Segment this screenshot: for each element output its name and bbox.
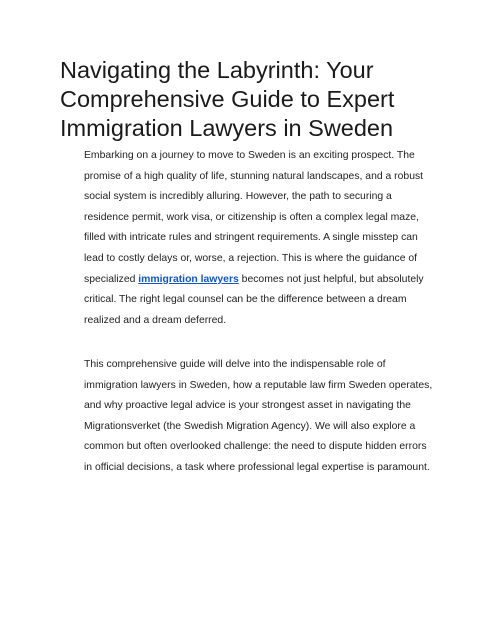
text-line: Embarking on a journey to move to Sweden is an exciting prospect. The — [84, 150, 415, 161]
text-line: and why proactive legal advice is your strongest asset in navigating the — [84, 400, 411, 412]
text-line-with-link — [84, 270, 424, 291]
intro-paragraph — [84, 146, 424, 331]
guide-overview-paragraph — [84, 355, 433, 479]
text-line: promise of a high quality of life, stunning natural landscapes, and a robust — [84, 170, 424, 182]
text-line: This comprehensive guide will delve into the indispensable role of — [84, 359, 386, 370]
document-title — [60, 56, 460, 143]
title-line: Immigration Lawyers in Sweden — [60, 115, 394, 141]
text-line: social system is incredibly alluring. However, the path to securing a — [84, 191, 392, 203]
link-suffix-text: becomes not just helpful, but absolutely — [238, 273, 424, 285]
text-line: residence permit, work visa, or citizenship is often a complex legal maze, — [84, 211, 419, 223]
title-line: Comprehensive Guide to Expert — [60, 86, 395, 112]
text-line: immigration lawyers in Sweden, how a reputable law firm Sweden operates, — [84, 379, 433, 391]
text-line: Migrationsverket (the Swedish Migration Agency). We will also explore a — [84, 420, 416, 432]
text-line: common but often overlooked challenge: the need to dispute hidden errors — [84, 441, 427, 453]
link-prefix-text: specialized — [84, 273, 139, 285]
immigration-lawyers-link[interactable]: immigration lawyers — [138, 273, 239, 285]
text-line: lead to costly delays or, worse, a rejection. This is where the guidance of — [84, 252, 418, 264]
text-line: filled with intricate rules and stringent requirements. A single misstep can — [84, 232, 418, 244]
text-line: realized and a dream deferred. — [84, 314, 227, 326]
text-line: in official decisions, a task where professional legal expertise is paramount. — [84, 461, 430, 473]
text-line: critical. The right legal counsel can be the difference between a dream — [84, 294, 407, 306]
title-line: Navigating the Labyrinth: Your — [60, 57, 374, 83]
